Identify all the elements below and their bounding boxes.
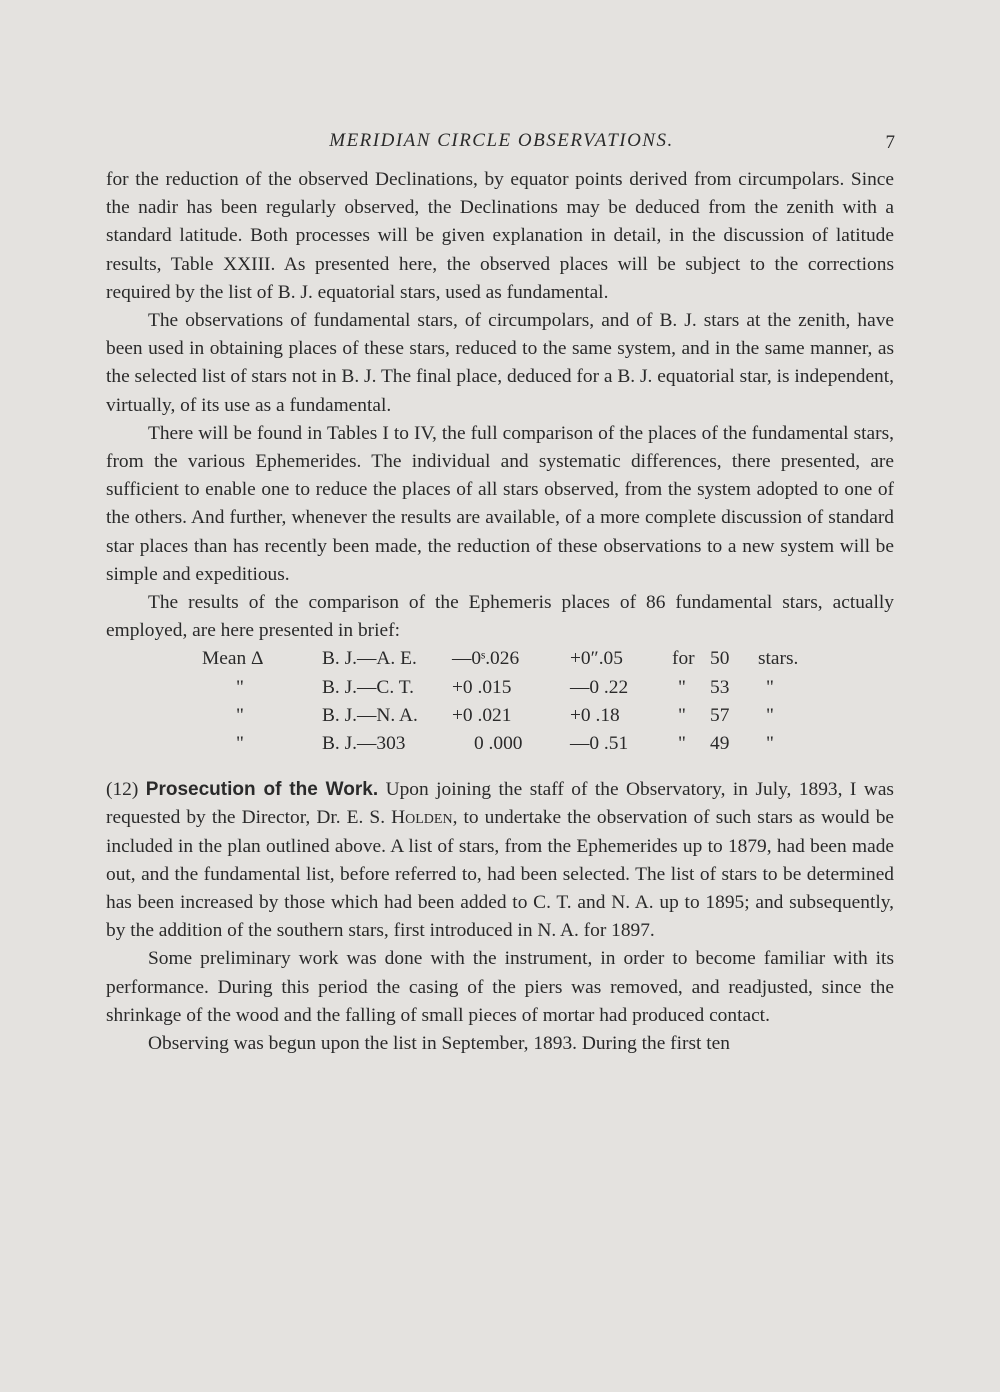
paragraph-3: There will be found in Tables I to IV, the full comparison of the places of the fundamental stars, from the various Ephemerides. The individual and systematic differences, there presented, are sufficient to enable one to reduce the places of all stars observed, from the system adopted to one of the others. And further, whenever the results are available, of a more complete discussion of standard star places than has recently been made, the reduction of these observations to a new system will be simple and expeditious. [106,422,894,585]
row-dec: +0 .18 [570,704,620,726]
row-ra: +0 .021 [452,704,512,726]
row-for: for [672,648,695,670]
paragraph-1: for the reduction of the observed Declinations, by equator points derived from circumpolars. Since the nadir has been regularly observed, the Declinations may be deduced from the zenith with a standard latitude. Both processes will be given explanation in detail, in the discussion of latitude results, Table XXIII. As presented here, the observed places will be subject to the corrections required by the list of B. J. equatorial stars, used as fundamental. [106,169,894,303]
paragraph-5-text-b: , to undertake the observation of such stars as would be included in the plan outlined above. A list of stars, from the Ephemerides up to 1879, had been made out, and the fundamental list, before referred to, had been selected. The list of stars to be determined has been increased by those which had been added to C. T. and N. A. up to 1895; and subsequently, by the addition of the southern stars, first introduced in N. A. for 1897. [106,807,894,942]
row-pair: B. J.—A. E. [322,648,417,670]
paragraph-7: Observing was begun upon the list in September, 1893. During the first ten [148,1033,730,1055]
row-dec: +0″.05 [570,648,623,670]
row-unit: " [766,704,774,726]
row-count: 50 [710,648,730,670]
row-ra: 0 .000 [474,733,523,755]
row-for: " [678,733,686,755]
row-dec: —0 .51 [570,733,629,755]
section-number: (12) [106,779,139,801]
row-count: 49 [710,733,730,755]
paragraph-2: The observations of fundamental stars, of circumpolars, and of B. J. stars at the zenith, have been used in obtaining places of these stars, reduced to the same system, and in the same manner, as the selected list of stars not in B. J. The final place, deduced for a B. J. equatorial star, is independent, virtually, of its use as a fundamental. [106,310,894,416]
row-count: 57 [710,704,730,726]
row-count: 53 [710,676,730,698]
row-label: Mean Δ [202,648,264,670]
row-unit: stars. [758,648,799,670]
row-ra: —0ˢ.026 [452,648,520,670]
table-row [106,730,894,758]
row-pair: B. J.—N. A. [322,704,418,726]
table-row [106,702,894,730]
comparison-table [106,645,894,758]
row-pair: B. J.—C. T. [322,676,414,698]
director-name: Holden [391,807,453,829]
paragraph-6: Some preliminary work was done with the instrument, in order to become familiar with its performance. During this period the casing of the piers was removed, and readjusted, since the shrinkage of the wood and the falling of small pieces of mortar had produced contact. [106,948,894,1026]
row-dec: —0 .22 [570,676,629,698]
table-row [106,674,894,702]
running-header [108,130,895,156]
row-for: " [678,704,686,726]
table-row [106,645,894,673]
row-pair: B. J.—303 [322,733,406,755]
row-unit: " [766,676,774,698]
row-for: " [678,676,686,698]
row-label: " [236,676,244,698]
row-unit: " [766,733,774,755]
running-title: MERIDIAN CIRCLE OBSERVATIONS. [329,130,674,151]
body-text [106,166,894,1058]
paragraph-5 [106,776,894,945]
section-heading: Prosecution of the Work. [145,779,379,801]
row-label: " [236,704,244,726]
row-label: " [236,733,244,755]
paragraph-5-text-a: Upon joining the staff of the Observatory, in July, 1893, I was requested by the Director, Dr. E. S. [106,779,894,829]
row-ra: +0 .015 [452,676,512,698]
page-number: 7 [885,132,895,153]
paragraph-4: The results of the comparison of the Ephemeris places of 86 fundamental stars, actually employed, are here presented in brief: [106,592,894,642]
